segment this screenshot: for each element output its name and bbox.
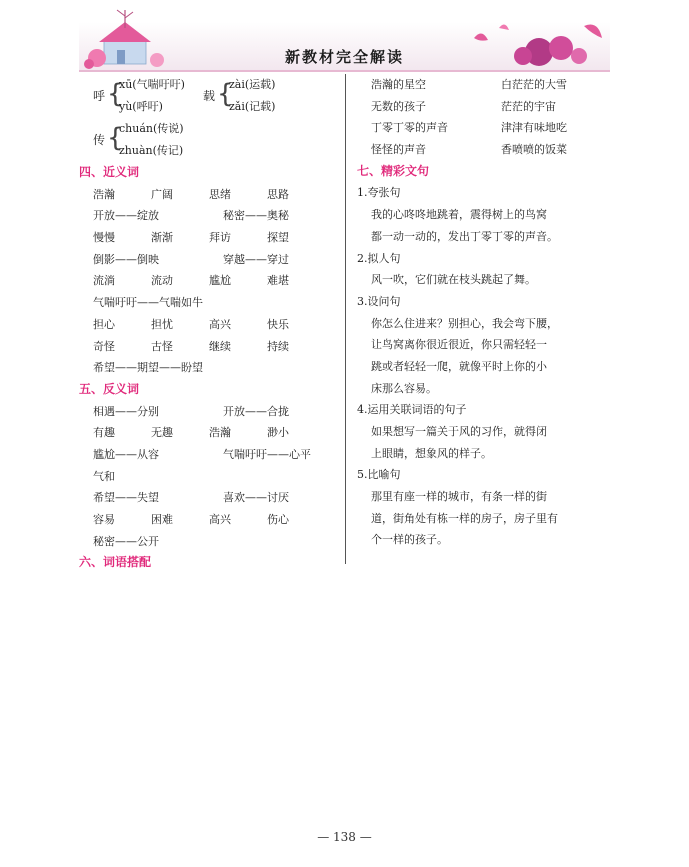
sentence-text: 我的心咚咚地跳着，震得树上的鸟窝 [371, 208, 547, 222]
synonyms-list [79, 184, 344, 379]
sentence-text: 个一样的孩子。 [371, 533, 448, 547]
polyphone-option: zhuàn(传记) [119, 144, 184, 157]
antonym-row: 尴尬——从容 气喘吁吁——心平 [93, 447, 311, 461]
page-header [79, 8, 610, 72]
polyphone-char: 呼 [93, 89, 106, 103]
synonym-row: 希望——期望——盼望 [93, 361, 203, 375]
sentence-text: 床那么容易。 [371, 381, 437, 395]
polyphone-option: xū(气喘吁吁) [119, 78, 185, 91]
collocation-list [357, 74, 613, 161]
left-column [79, 74, 344, 574]
synonym-row: 流淌 流动 尴尬 难堪 [93, 274, 289, 288]
sentence-text: 你怎么住进来？别担心，我会弯下腰， [371, 316, 558, 330]
sentences-heading: 七、精彩文句 [357, 163, 430, 178]
brace-icon: { [107, 79, 124, 109]
sentence-label: 1.夸张句 [357, 186, 401, 200]
sentence-text: 那里有座一样的城市，有条一样的街 [371, 490, 547, 504]
collocation-row: 丁零丁零的声音 津津有味地吃 [371, 121, 567, 135]
sentence-label: 4.运用关联词语的句子 [357, 403, 467, 417]
collocation-row: 怪怪的声音 香喷喷的饭菜 [371, 143, 567, 157]
antonym-row: 气和 [93, 469, 115, 483]
sentence-text: 让鸟窝离你很近很近，你只需轻轻一 [371, 338, 547, 352]
synonym-row: 奇怪 古怪 继续 持续 [93, 339, 289, 353]
synonym-row: 倒影——倒映 穿越——穿过 [93, 252, 289, 266]
synonym-row: 慢慢 渐渐 拜访 探望 [93, 231, 289, 245]
antonym-row: 秘密——公开 [93, 534, 159, 548]
antonyms-list [79, 401, 344, 553]
synonym-row: 气喘吁吁——气喘如牛 [93, 296, 203, 310]
antonym-row: 容易 困难 高兴 伤心 [93, 513, 289, 526]
polyphone-char: 传 [93, 133, 106, 147]
synonyms-heading: 四、近义词 [79, 165, 140, 179]
header-title: 新教材完全解读 [284, 48, 404, 66]
synonym-row: 担心 担忧 高兴 快乐 [93, 317, 289, 331]
page-number: — 138 — [317, 830, 372, 844]
sentence-text: 上眼睛，想象风的样子。 [371, 446, 492, 460]
sentence-text: 都一动一动的，发出丁零丁零的声音。 [371, 229, 558, 243]
polyphone-group-2 [79, 118, 344, 162]
antonym-row: 相遇——分别 开放——合拢 [93, 404, 289, 418]
sentence-text: 跳或者轻轻一爬，就像平时上你的小 [371, 359, 547, 373]
collocation-row: 浩瀚的星空 白茫茫的大雪 [371, 78, 567, 91]
polyphone-option: zǎi(记载) [229, 100, 276, 113]
brace-icon: { [217, 79, 234, 109]
sentences-list [357, 182, 613, 551]
sentence-text: 如果想写一篇关于风的习作，就得闭 [371, 425, 547, 438]
column-divider [345, 74, 346, 564]
right-column [357, 74, 613, 551]
synonym-row: 浩瀚 广阔 思绪 思路 [93, 187, 289, 201]
polyphone-char: 载 [203, 89, 216, 103]
brace-icon: { [107, 123, 124, 153]
polyphone-group-1 [79, 74, 344, 118]
polyphone-option: zài(运载) [229, 78, 276, 91]
sentence-text: 道，街角处有栋一样的房子，房子里有 [371, 511, 558, 525]
polyphone-option: chuán(传说) [119, 122, 184, 135]
antonyms-heading: 五、反义词 [79, 381, 140, 396]
antonym-row: 希望——失望 喜欢——讨厌 [93, 491, 289, 505]
sentence-label: 5.比喻句 [357, 468, 401, 482]
sentence-label: 3.设问句 [357, 294, 401, 308]
collocation-row: 无数的孩子 茫茫的宇宙 [371, 99, 556, 113]
polyphone-option: yù(呼吁) [119, 100, 163, 113]
sentence-label: 2.拟人句 [357, 251, 401, 265]
sentence-text: 风一吹，它们就在枝头跳起了舞。 [371, 273, 536, 287]
collocation-heading: 六、词语搭配 [79, 555, 152, 570]
antonym-row: 有趣 无趣 浩瀚 渺小 [93, 426, 289, 440]
synonym-row: 开放——绽放 秘密——奥秘 [93, 209, 289, 223]
